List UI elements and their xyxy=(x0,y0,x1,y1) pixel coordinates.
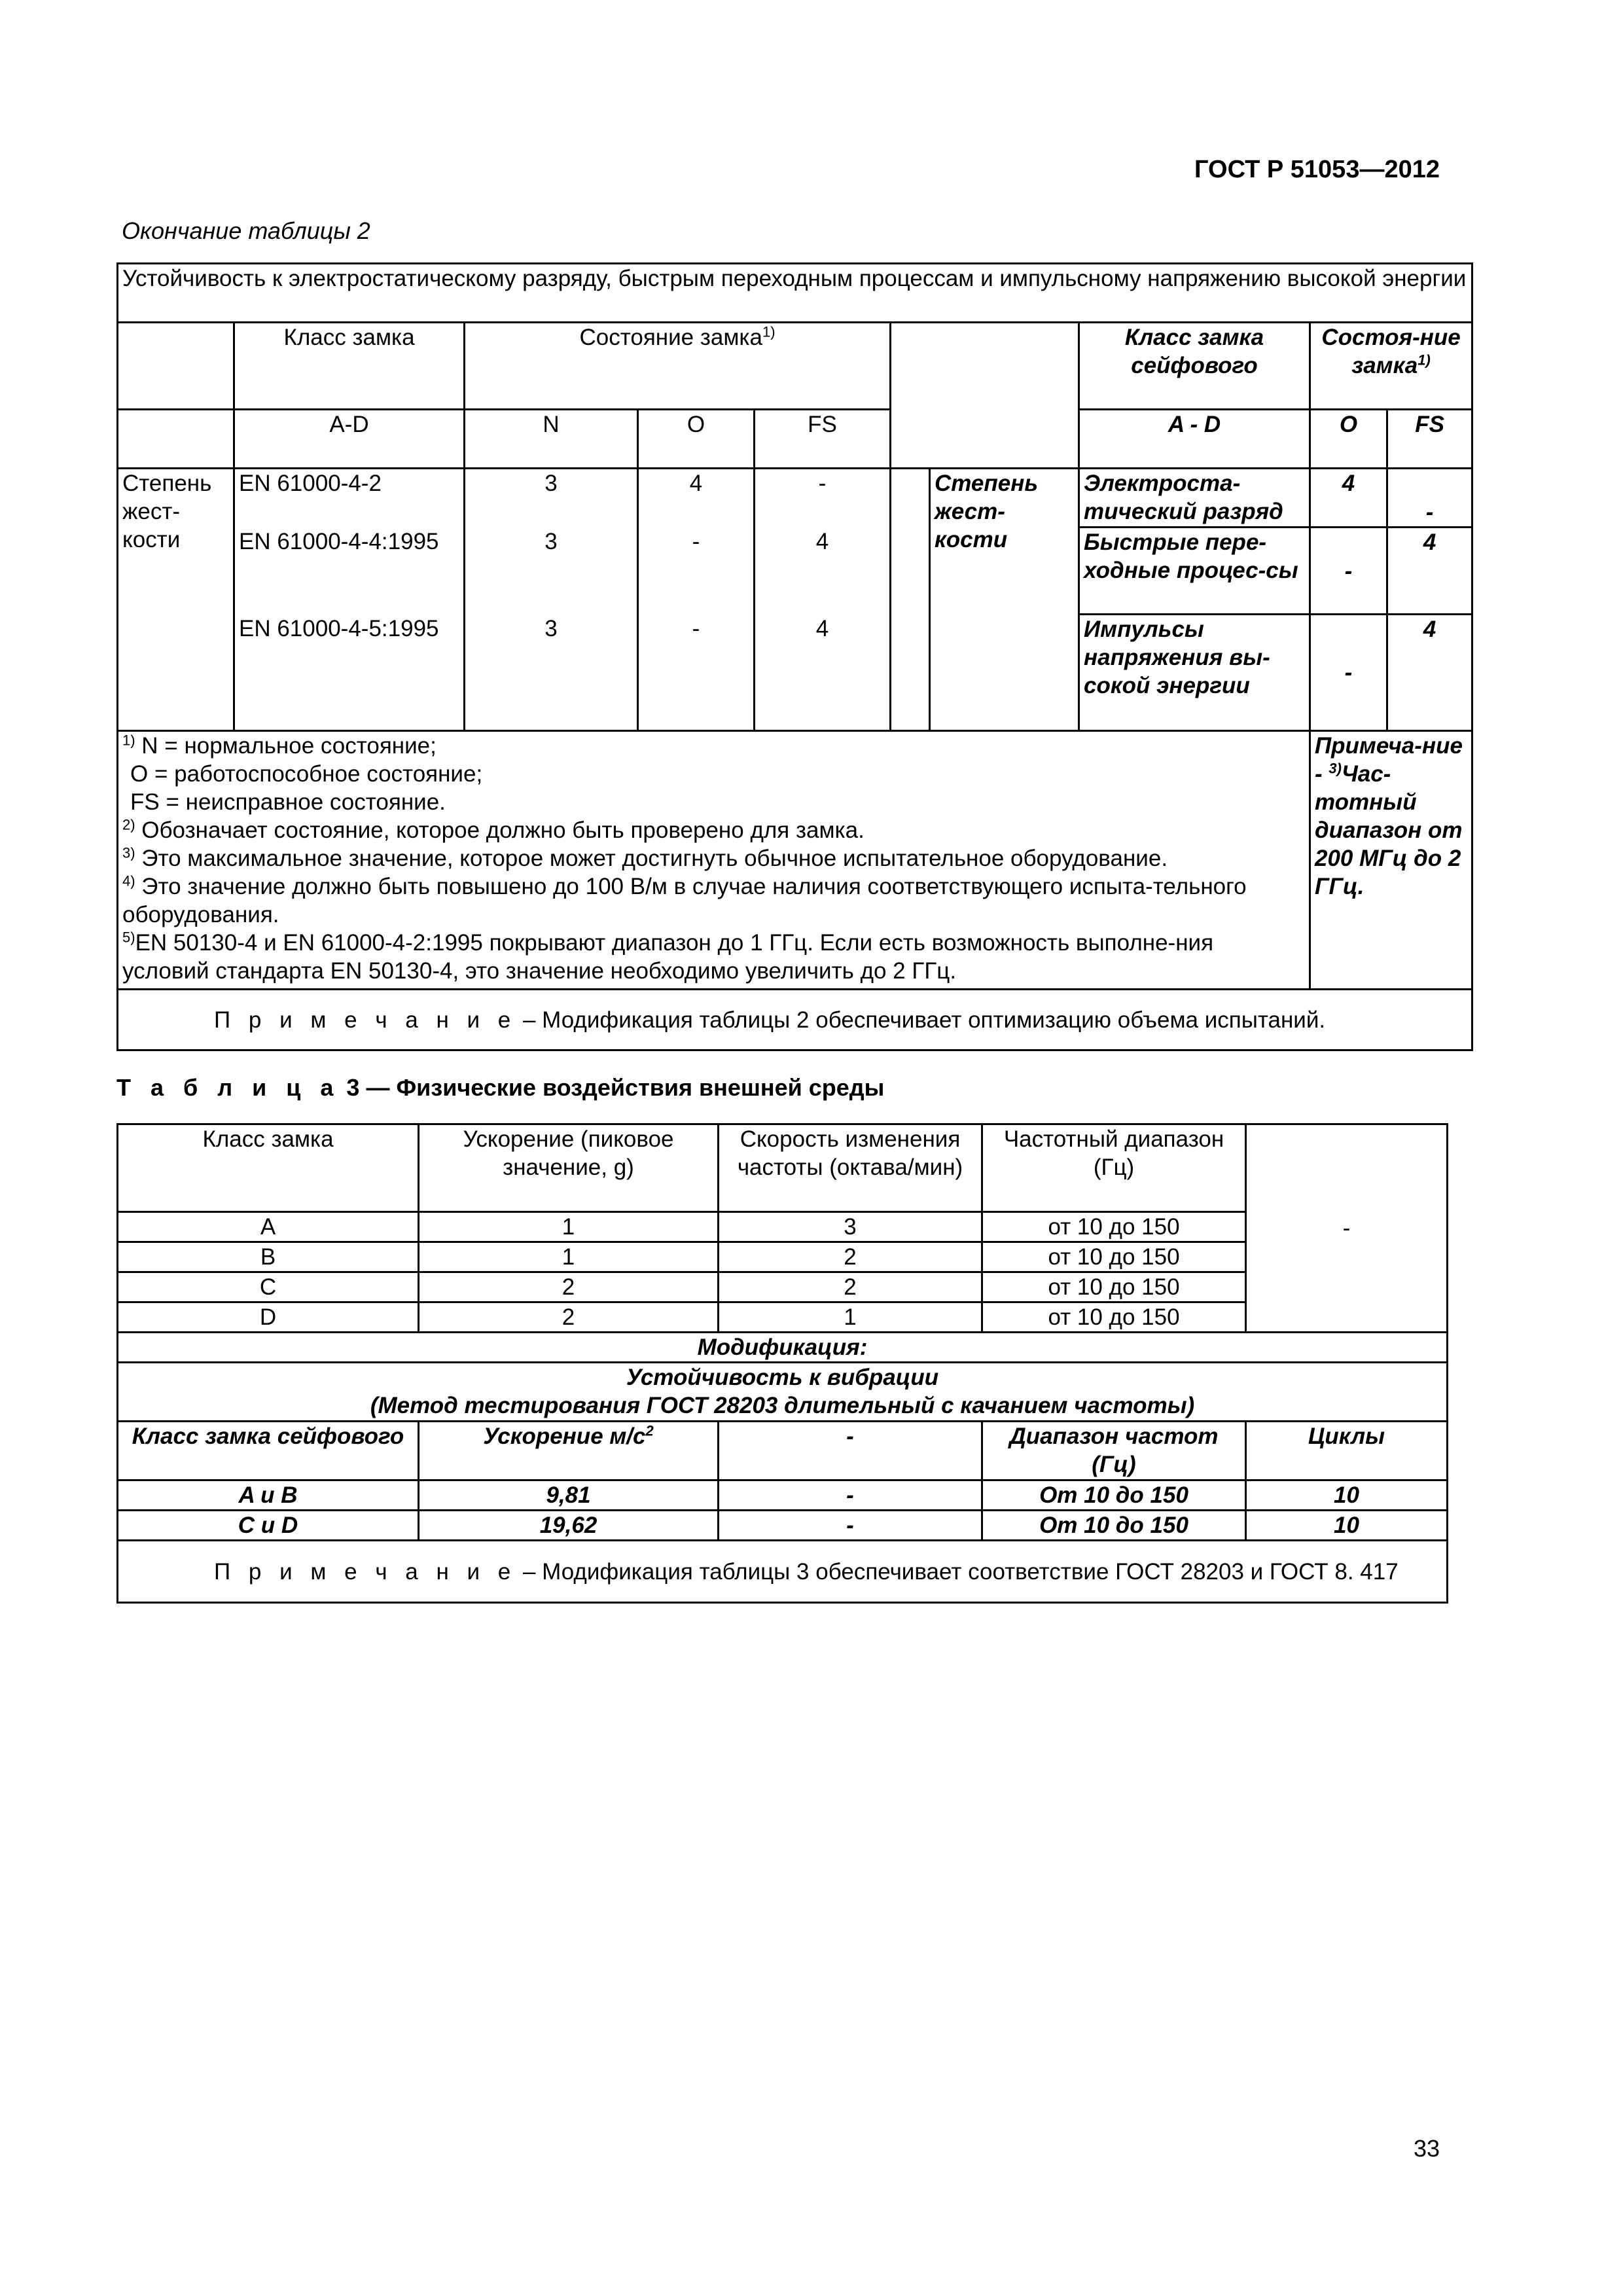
acceleration: 2 xyxy=(419,1302,719,1333)
frequency-band: От 10 до 150 xyxy=(982,1480,1246,1511)
safe-state-o: O xyxy=(1310,410,1387,469)
empty-cell xyxy=(118,323,234,410)
footnotes xyxy=(118,731,1310,990)
dash-header: - xyxy=(719,1422,982,1480)
footnote-1-o: O = работоспособное состояние; xyxy=(130,761,483,787)
safe-state-fs-value: 4 xyxy=(1387,528,1472,615)
safe-state-o-value: 4 xyxy=(1310,469,1387,528)
frequency-range-header: Частотный диапазон (Гц) xyxy=(982,1124,1246,1212)
frequency-range: от 10 до 150 xyxy=(982,1212,1246,1242)
vibration-title: Устойчивость к вибрации (Метод тестирования ГОСТ 28203 длительный с качанием частоты) xyxy=(118,1363,1448,1422)
rate-header: Скорость изменения частоты (октава/мин) xyxy=(719,1124,982,1212)
table-2-note: П р и м е ч а н и е – Модификация таблицы 2 обеспечивает оптимизацию объема испытаний. xyxy=(118,990,1472,1050)
state-fs-value: - xyxy=(755,469,891,528)
modification-label: Модификация: xyxy=(118,1333,1448,1363)
empty-cell xyxy=(891,469,930,731)
table-2 xyxy=(116,262,1473,1051)
state-n-value: 3 xyxy=(465,528,638,615)
safe-state-fs: FS xyxy=(1387,410,1472,469)
lock-class: B xyxy=(118,1242,419,1272)
document-number: ГОСТ Р 51053—2012 xyxy=(1194,156,1440,183)
footnote-4: $^{4)}$ Это значение должно быть повышено до 100 В/м в случае наличия соответствующего испыта-тельного оборудования. xyxy=(122,872,1247,927)
test-type: Импульсы напряжения вы-сокой энергии xyxy=(1079,615,1310,731)
frequency-range: от 10 до 150 xyxy=(982,1302,1246,1333)
standard-name: EN 61000-4-4:1995 xyxy=(234,528,465,615)
rate: 2 xyxy=(719,1272,982,1302)
frequency-band: От 10 до 150 xyxy=(982,1511,1246,1541)
safe-state-fs-value: - xyxy=(1387,469,1472,528)
acceleration: 2 xyxy=(419,1272,719,1302)
state-fs: FS xyxy=(755,410,891,469)
table-3-title: Т а б л и ц а 3 — Физические воздействия внешней среды xyxy=(116,1074,885,1101)
acceleration-ms2: 19,62 xyxy=(419,1511,719,1541)
safe-note: Примеча-ние - $^{3)}$Час-тотный диапазон от 200 МГц до 2 ГГц. xyxy=(1310,731,1472,990)
state-o-value: - xyxy=(638,528,755,615)
table-3 xyxy=(116,1123,1448,1604)
acceleration: 1 xyxy=(419,1212,719,1242)
footnote-1-fs: FS = неисправное состояние. xyxy=(130,789,446,815)
safe-lock-class: A и B xyxy=(118,1480,419,1511)
dash-cell: - xyxy=(1246,1124,1448,1333)
lock-class: A xyxy=(118,1212,419,1242)
state-o: O xyxy=(638,410,755,469)
state-fs-value: 4 xyxy=(755,528,891,615)
rate: 3 xyxy=(719,1212,982,1242)
severity-label: Степень жест-кости xyxy=(118,469,234,731)
safe-lock-class-header: Класс замка сейфового xyxy=(1079,323,1310,410)
acceleration-ms2: 9,81 xyxy=(419,1480,719,1511)
safe-lock-class-header: Класс замка сейфового xyxy=(118,1422,419,1480)
lock-class-header: Класс замка xyxy=(118,1124,419,1212)
empty-cell xyxy=(891,323,1079,469)
state-fs-value: 4 xyxy=(755,615,891,731)
acceleration: 1 xyxy=(419,1242,719,1272)
footnote-2: $^{2)}$ Обозначает состояние, которое должно быть проверено для замка. xyxy=(122,816,865,843)
lock-class: D xyxy=(118,1302,419,1333)
footnote-5: $^{5)}$EN 50130-4 и EN 61000-4-2:1995 покрывают диапазон до 1 ГГц. Если есть возможность выполне-ния условий стандарта EN 50130-4, это значение необходимо увеличить до 2 ГГц. xyxy=(122,929,1214,984)
test-type: Электроста-тический разряд xyxy=(1079,469,1310,528)
table-2-title: Устойчивость к электростатическому разряду, быстрым переходным процессам и импульсному напряжению высокой энергии xyxy=(118,264,1472,323)
safe-lock-state-header: Состоя-ние замка$^{1)}$ xyxy=(1310,323,1472,410)
state-n: N xyxy=(465,410,638,469)
frequency-band-header: Диапазон частот (Гц) xyxy=(982,1422,1246,1480)
safe-state-o-value: - xyxy=(1310,615,1387,731)
table-3-note: П р и м е ч а н и е – Модификация таблицы 3 обеспечивает соответствие ГОСТ 28203 и ГОСТ 8. 417 xyxy=(118,1541,1448,1603)
cycles: 10 xyxy=(1246,1511,1448,1541)
safe-class-ad: A - D xyxy=(1079,410,1310,469)
standard-name: EN 61000-4-2 xyxy=(234,469,465,528)
dash-value: - xyxy=(719,1511,982,1541)
class-ad: A-D xyxy=(234,410,465,469)
safe-state-fs-value: 4 xyxy=(1387,615,1472,731)
cycles-header: Циклы xyxy=(1246,1422,1448,1480)
lock-class: C xyxy=(118,1272,419,1302)
footnote-1: $^{1)}$ N = нормальное состояние; xyxy=(122,732,437,759)
lock-state-header: Состояние замка$^{1)}$ xyxy=(465,323,891,410)
lock-class-header: Класс замка xyxy=(234,323,465,410)
state-o-value: - xyxy=(638,615,755,731)
footnote-3: $^{3)}$ Это максимальное значение, которое может достигнуть обычное испытательное оборудование. xyxy=(122,844,1168,871)
state-n-value: 3 xyxy=(465,469,638,528)
table-continuation-label: Окончание таблицы 2 xyxy=(122,217,370,244)
state-n-value: 3 xyxy=(465,615,638,731)
cycles: 10 xyxy=(1246,1480,1448,1511)
safe-lock-class: C и D xyxy=(118,1511,419,1541)
state-o-value: 4 xyxy=(638,469,755,528)
frequency-range: от 10 до 150 xyxy=(982,1272,1246,1302)
test-type: Быстрые пере-ходные процес-сы xyxy=(1079,528,1310,615)
safe-state-o-value: - xyxy=(1310,528,1387,615)
dash-value: - xyxy=(719,1480,982,1511)
standard-name: EN 61000-4-5:1995 xyxy=(234,615,465,731)
page-number: 33 xyxy=(1413,2135,1440,2162)
acceleration-ms2-header: Ускорение $м/с^2$ xyxy=(419,1422,719,1480)
frequency-range: от 10 до 150 xyxy=(982,1242,1246,1272)
rate: 1 xyxy=(719,1302,982,1333)
rate: 2 xyxy=(719,1242,982,1272)
acceleration-header: Ускорение (пиковое значение, g) xyxy=(419,1124,719,1212)
safe-severity-label: Степень жест-кости xyxy=(930,469,1079,731)
empty-cell xyxy=(118,410,234,469)
